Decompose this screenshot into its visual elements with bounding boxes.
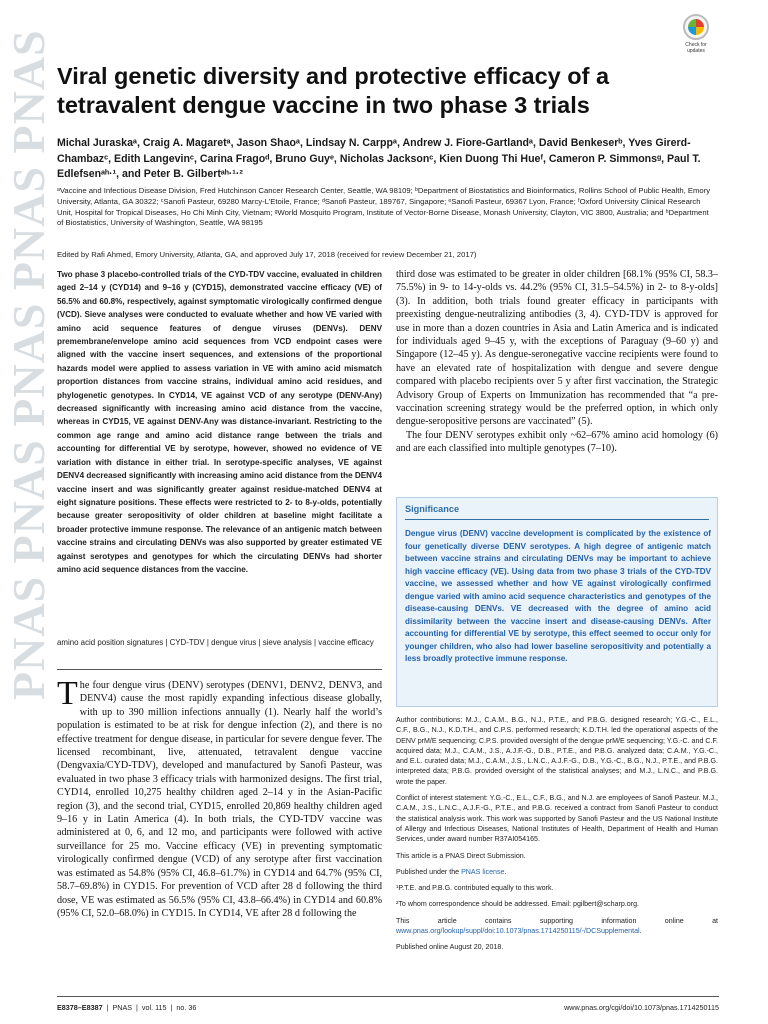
author-list: Michal Juraskaᵃ, Craig A. Magaretᵃ, Jason Shaoᵃ, Lindsay N. Carppᵃ, Andrew J. Fiore-Gartlandᵃ, David Benkeserᵇ, Yves Girerd-Chambazᶜ, Edith Langevinᶜ, Carina Fragoᵈ, Bruno Guyᵉ, Nicholas Jacksonᶜ, Kien Duong Thi Hueᶠ, Cameron P. Simmonsᵍ, Paul T. Edlefsenᵃʰ·¹, and Peter B. Gilbertᵃʰ·¹·² bbox=[57, 137, 701, 180]
license-suffix: . bbox=[504, 867, 507, 876]
keywords: amino acid position signatures | CYD-TDV | dengue virus | sieve analysis | vaccine efficacy bbox=[57, 638, 374, 647]
footer-divider bbox=[57, 996, 719, 997]
footer-sep: | bbox=[136, 1003, 138, 1012]
check-for-updates-badge[interactable] bbox=[676, 14, 716, 54]
conflict-of-interest: Conflict of interest statement: Y.G.-C., E.L., C.F., B.G., and N.J. are employees of Sanofi Pasteur. M.J., C.A.M., J.S., L.N.C., A.J.F.-G., P.T.E., and P.B.G. received a contract from Sanofi Pasteur to conduct the statistical analysis work. This work was supported by Sanofi Pasteur and the US National Institute of Allergy and Infectious Diseases, National Institutes of Health, Department of Health and Human Services, under award number R37AI054165. bbox=[396, 794, 718, 844]
issue-number: no. 36 bbox=[176, 1003, 197, 1012]
publication-date: Published online August 20, 2018. bbox=[396, 943, 504, 952]
footer-citation bbox=[57, 1003, 196, 1012]
footer-sep: | bbox=[170, 1003, 173, 1012]
pnas-watermark-text: PNAS PNAS PNAS PNAS PNAS bbox=[3, 29, 54, 700]
si-suffix: . bbox=[639, 927, 642, 936]
correspondence-note: ²To whom correspondence should be addressed. Email: pgilbert@scharp.org. bbox=[396, 900, 639, 909]
drop-cap: T bbox=[57, 675, 78, 712]
equal-contribution-note: ¹P.T.E. and P.B.G. contributed equally to this work. bbox=[396, 884, 554, 893]
significance-divider bbox=[405, 519, 709, 520]
body-text-left-column bbox=[57, 675, 382, 920]
license-prefix: Published under the bbox=[396, 867, 462, 876]
body-paragraph: third dose was estimated to be greater in older children [68.1% (95% CI, 58.3–75.5%) in 9- to 14-y-olds vs. 44.2% (95% CI, 31.5–54.5%) in 2- to 8-y-olds] (3). In addition, both trials found greater efficacy in participants with preexisting dengue-neutralizing antibodies (3, 4). CYD-TDV is approved for use in more than a dozen countries in Asia and Latin America and is indicated for individuals aged 9–45 y, with the exceptions of Paraguay (9–60 y) and Singapore (12–45 y). As dengue-seronegative vaccine recipients were found to have an elevated rate of hospitalization with dengue and severe dengue compared with placebo recipients over 5 y after first vaccination, the Strategic Advisory Group of Experts on Immunization has recommended that “a pre-vaccination screening strategy would be the preferred option, in which only dengue-seropositive persons are vaccinated” (5). bbox=[396, 269, 718, 428]
intro-paragraph: he four dengue virus (DENV) serotypes (DENV1, DENV2, DENV3, and DENV4) cause the most rapidly expanding infectious disease globally, with up to 390 million infections annually (1). Nearly half the world’s population is estimated to be at risk for dengue infection (2), and there is no effective treatment for dengue disease, in particular for severe dengue fever. The licensed recombinant, live, attenuated, tetravalent dengue vaccine (Dengvaxia/CYD-TDV), developed and manufactured by Sanofi Pasteur, was evaluated in two phase 3 efficacy trials with harmonized designs. The first trial, CYD14, enrolled 10,275 healthy children aged 2–14 y in the Asian-Pacific region (3), and the second trial, CYD15, enrolled 20,869 healthy children aged 9–16 y in Latin America (4). In both trials, the CYD-TDV vaccine was administered at 0, 6, and 12 mo, and participants were followed with active surveillance for 25 mo. Vaccine efficacy (VE) in preventing symptomatic virologically confirmed dengue (VCD) of any serotype after first vaccination was estimated as 54.8% (95% CI, 46.8–61.7%) in CYD14 and 64.7% (95% CI, 58.7–69.8%) in CYD15. For prevention of VCD after 28 d following the third dose, VE was estimated as 56.5% (95% CI, 43.8–66.4%) in CYD14 and 60.8% (95% CI, 52.0–68.0%) in CYD15. In CYD14, VE after 28 d following the bbox=[57, 680, 382, 919]
supporting-info-link[interactable]: www.pnas.org/lookup/suppl/doi:10.1073/pnas.1714250115/-/DCSupplemental bbox=[396, 927, 640, 936]
abstract: Two phase 3 placebo-controlled trials of the CYD-TDV vaccine, evaluated in children aged 2–14 y (CYD14) and 9–16 y (CYD15), demonstrated vaccine efficacy (VE) of 56.5% and 60.8%, respectively, against symptomatic virologically confirmed dengue (VCD). Sieve analyses were conducted to evaluate whether and how VE varied with amino acid sequence features of dengue viruses (DENVs). DENV premembrane/envelope amino acid sequences from VCD endpoint cases were aligned with the vaccine insert sequences, and extensions of the proportional hazards model were applied to assess variation in VE with amino acid mismatch proportion distances from vaccine strains, individual amino acid residues, and phylogenetic genotypes. In CYD14, VE against VCD of any serotype (DENV-Any) decreased significantly with increasing amino acid distance from the vaccine, whereas in CYD15, VE against DENV-Any was distance-invariant. Restricting to the common age range and amino acid distance range between the trials and accounting for differential VE by serotype, however, showed no evidence of VE variation with distance in either trial. In serotype-specific analyses, VE against DENV4 decreased significantly with increasing amino acid distance from the DENV4 vaccine insert and was significantly greater against residue-matched DENV4 at eight signature positions. These effects were restricted to 2- to 8-y-olds, potentially because greater seropositivity of older children at baseline might facilitate a broader protective immune response. The relevance of an antigenic match between vaccine strains and circulating DENVs was also supported by greater estimated VE against serotypes and genotypes for which the circulating DENVs had shorter amino acid sequence distances from the vaccine. bbox=[57, 270, 382, 574]
license-link[interactable]: PNAS license bbox=[461, 867, 505, 876]
body-text-right-column bbox=[396, 268, 718, 456]
journal-name: PNAS bbox=[112, 1003, 133, 1012]
supporting-info-note bbox=[396, 916, 718, 937]
footer-sep: | bbox=[106, 1003, 109, 1012]
significance-text: Dengue virus (DENV) vaccine development is complicated by the existence of four genetically diverse DENV serotypes. A high degree of antigenic match between vaccine strains and circulating DENVs may be important to achieve high vaccine efficacy (VE). Using data from two phase 3 trials of the CYD-TDV vaccine, we assessed whether and how VE against virologically confirmed dengue varied with amino acid sequence characteristics and genotypes of the disease-causing DENVs. VE decreased with the degree of amino acid dissimilarity between the vaccine insert and disease-causing DENVs. After accounting for differential VE by serotype, this effect seemed to occur only for younger children, who also had lower baseline seropositivity and potentially a less broadly protective immune response. bbox=[405, 529, 711, 663]
page-range: E8378–E8387 bbox=[57, 1003, 103, 1012]
article-title: Viral genetic diversity and protective efficacy of a tetravalent dengue vaccine in two phase 3 trials bbox=[57, 63, 610, 118]
direct-submission-note: This article is a PNAS Direct Submission. bbox=[396, 851, 526, 860]
check-for-updates-label: Check for updates bbox=[685, 42, 707, 54]
article-notes bbox=[396, 715, 718, 959]
edited-by-line: Edited by Rafi Ahmed, Emory University, Atlanta, GA, and approved July 17, 2018 (received for review December 21, 2017) bbox=[57, 250, 477, 259]
check-for-updates-icon bbox=[683, 14, 709, 40]
keywords-divider bbox=[57, 669, 382, 670]
doi-url[interactable]: www.pnas.org/cgi/doi/10.1073/pnas.1714250115 bbox=[564, 1003, 719, 1012]
si-prefix: This article contains supporting information online at bbox=[396, 916, 718, 925]
affiliations: ᵃVaccine and Infectious Disease Division, Fred Hutchinson Cancer Research Center, Seattle, WA 98109; ᵇDepartment of Biostatistics and Bioinformatics, Rollins School of Public Health, Emory University, Atlanta, GA 30322; ᶜSanofi Pasteur, 69280 Marcy-L’Etoile, France; ᵈSanofi Pasteur, 189767, Singapore; ᵉSanofi Pasteur, 69367 Lyon, France; ᶠOxford University Clinical Research Unit, Hospital for Tropical Diseases, Ho Chi Minh City, Vietnam; ᵍWorld Mosquito Program, Institute of Vector-Borne Disease, Monash University, Clayton, VIC 3800, Australia; and ʰDepartment of Biostatistics, University of Washington, Seattle, WA 98195 bbox=[57, 186, 711, 228]
body-paragraph: The four DENV serotypes exhibit only ~62–67% amino acid homology (6) and are each classified into multiple genotypes (7–10). bbox=[396, 429, 718, 455]
significance-heading: Significance bbox=[405, 504, 460, 514]
author-contributions: Author contributions: M.J., C.A.M., B.G., N.J., P.T.E., and P.B.G. designed research; Y.G.-C., E.L., C.F., B.G., N.J., K.D.T.H., and C.P.S. performed research; K.D.T.H. led the operational aspects of the DENV prM/E sequencing; C.P.S. provided oversight of the dengue prM/E sequencing; Y.G.-C. and C.F. acquired data; M.J., C.A.M., J.S., A.J.F.-G., D.B., P.T.E., and P.B.G. analyzed data; C.A.M., Y.G.-C., and E.L. curated data; M.J., C.A.M., J.S., L.N.C., A.J.F.-G., D.B., Y.G.-C., B.G., N.J., P.T.E., and P.B.G. interpreted data; P.B.G. provided oversight of the statistical analyses; and M.J., L.N.C., and P.B.G. wrote the paper. bbox=[396, 716, 718, 786]
volume: vol. 115 bbox=[141, 1003, 167, 1012]
license-note bbox=[396, 867, 718, 877]
pnas-sidebar-watermark bbox=[0, 0, 54, 700]
